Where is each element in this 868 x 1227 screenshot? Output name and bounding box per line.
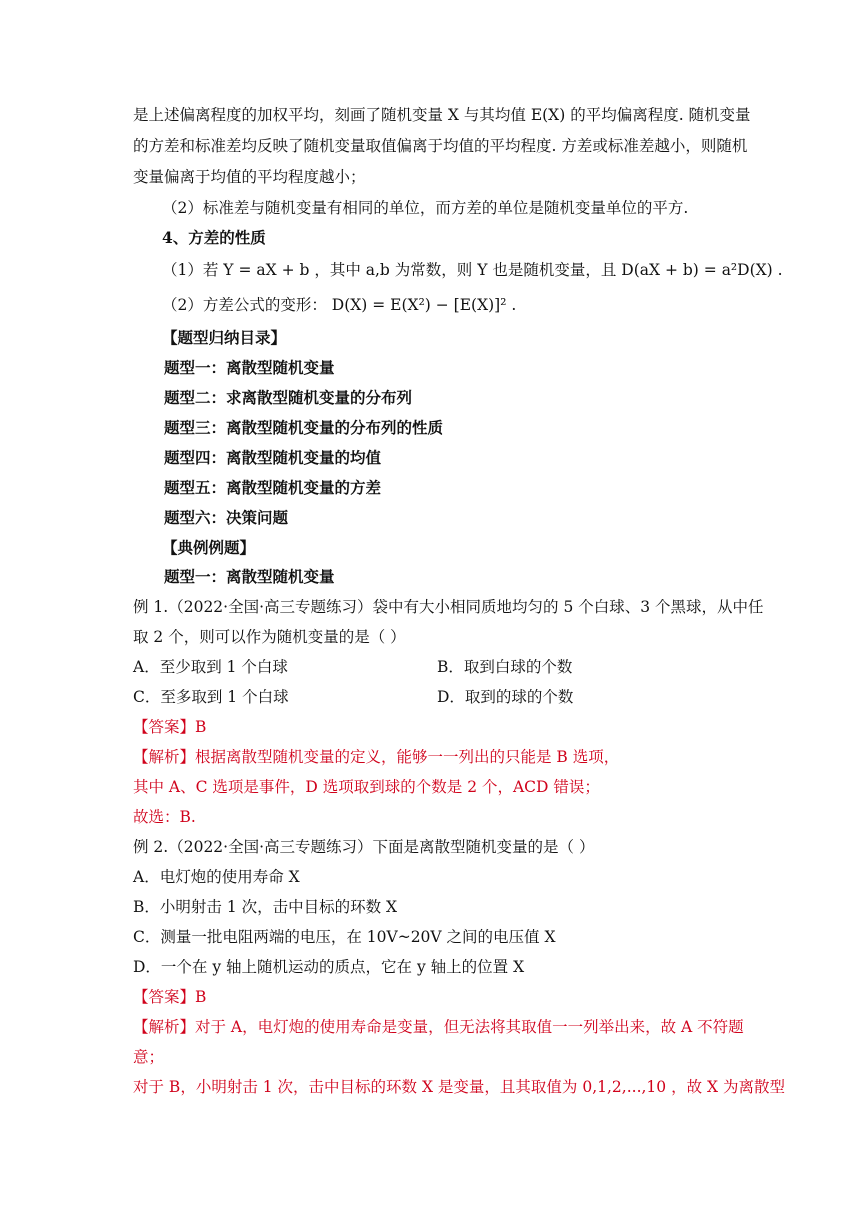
answer-line: 【答案】B <box>133 718 207 736</box>
analysis-line: 意； <box>133 1048 165 1066</box>
text-line: （1）若 Y = aX + b ，其中 a,b 为常数，则 Y 也是随机变量，且 D(aX + b) = a²D(X) . <box>162 261 783 279</box>
example-text: 例 2.（2022·全国·高三专题练习）下面是离散型随机变量的是（ ） <box>133 838 595 856</box>
option-b: B．小明射击 1 次，击中目标的环数 X <box>133 898 398 916</box>
option-d: D．一个在 y 轴上随机运动的质点，它在 y 轴上的位置 X <box>133 958 525 976</box>
analysis-line: 对于 B，小明射击 1 次，击中目标的环数 X 是变量，且其取值为 0,1,2,...,10 ，故 X 为离散型 <box>133 1078 785 1096</box>
topic-item: 题型二：求离散型随机变量的分布列 <box>164 388 413 407</box>
section-heading: 4、方差的性质 <box>162 228 266 247</box>
section-heading: 【典例例题】 <box>162 538 256 557</box>
text-line: 的方差和标准差均反映了随机变量取值偏离于均值的平均程度. 方差或标准差越小，则随机 <box>133 137 748 155</box>
text-line: （2）方差公式的变形： D(X) = E(X²) − [E(X)]² . <box>162 296 517 314</box>
section-heading: 【题型归纳目录】 <box>162 328 287 347</box>
example-text: 取 2 个，则可以作为随机变量的是（ ） <box>133 628 406 646</box>
option-c: C．测量一批电阻两端的电压，在 10V~20V 之间的电压值 X <box>133 928 556 946</box>
text-line: 是上述偏离程度的加权平均，刻画了随机变量 X 与其均值 E(X) 的平均偏离程度. 随机变量 <box>133 106 751 124</box>
analysis-line: 故选：B. <box>133 808 196 826</box>
topic-item: 题型一：离散型随机变量 <box>164 358 335 377</box>
option-d: D．取到的球的个数 <box>437 688 574 706</box>
analysis-line: 【解析】根据离散型随机变量的定义，能够一一列出的只能是 B 选项， <box>133 748 620 766</box>
topic-item: 题型四：离散型随机变量的均值 <box>164 448 382 467</box>
example-text: 例 1.（2022·全国·高三专题练习）袋中有大小相同质地均匀的 5 个白球、3 个黑球，从中任 <box>133 598 764 616</box>
option-a: A．至少取到 1 个白球 <box>133 658 288 676</box>
option-c: C．至多取到 1 个白球 <box>133 688 289 706</box>
answer-line: 【答案】B <box>133 988 207 1006</box>
option-a: A．电灯炮的使用寿命 X <box>133 868 300 886</box>
topic-item: 题型一：离散型随机变量 <box>164 567 335 586</box>
text-line: （2）标准差与随机变量有相同的单位，而方差的单位是随机变量单位的平方. <box>162 199 689 217</box>
analysis-line: 其中 A、C 选项是事件，D 选项取到球的个数是 2 个，ACD 错误； <box>133 778 600 796</box>
text-line: 变量偏离于均值的平均程度越小； <box>133 168 366 186</box>
topic-item: 题型五：离散型随机变量的方差 <box>164 478 382 497</box>
topic-item: 题型六：决策问题 <box>164 508 289 527</box>
topic-item: 题型三：离散型随机变量的分布列的性质 <box>164 418 444 437</box>
analysis-line: 【解析】对于 A，电灯炮的使用寿命是变量，但无法将其取值一一列举出来，故 A 不符题 <box>133 1018 744 1036</box>
option-b: B．取到白球的个数 <box>437 658 573 676</box>
